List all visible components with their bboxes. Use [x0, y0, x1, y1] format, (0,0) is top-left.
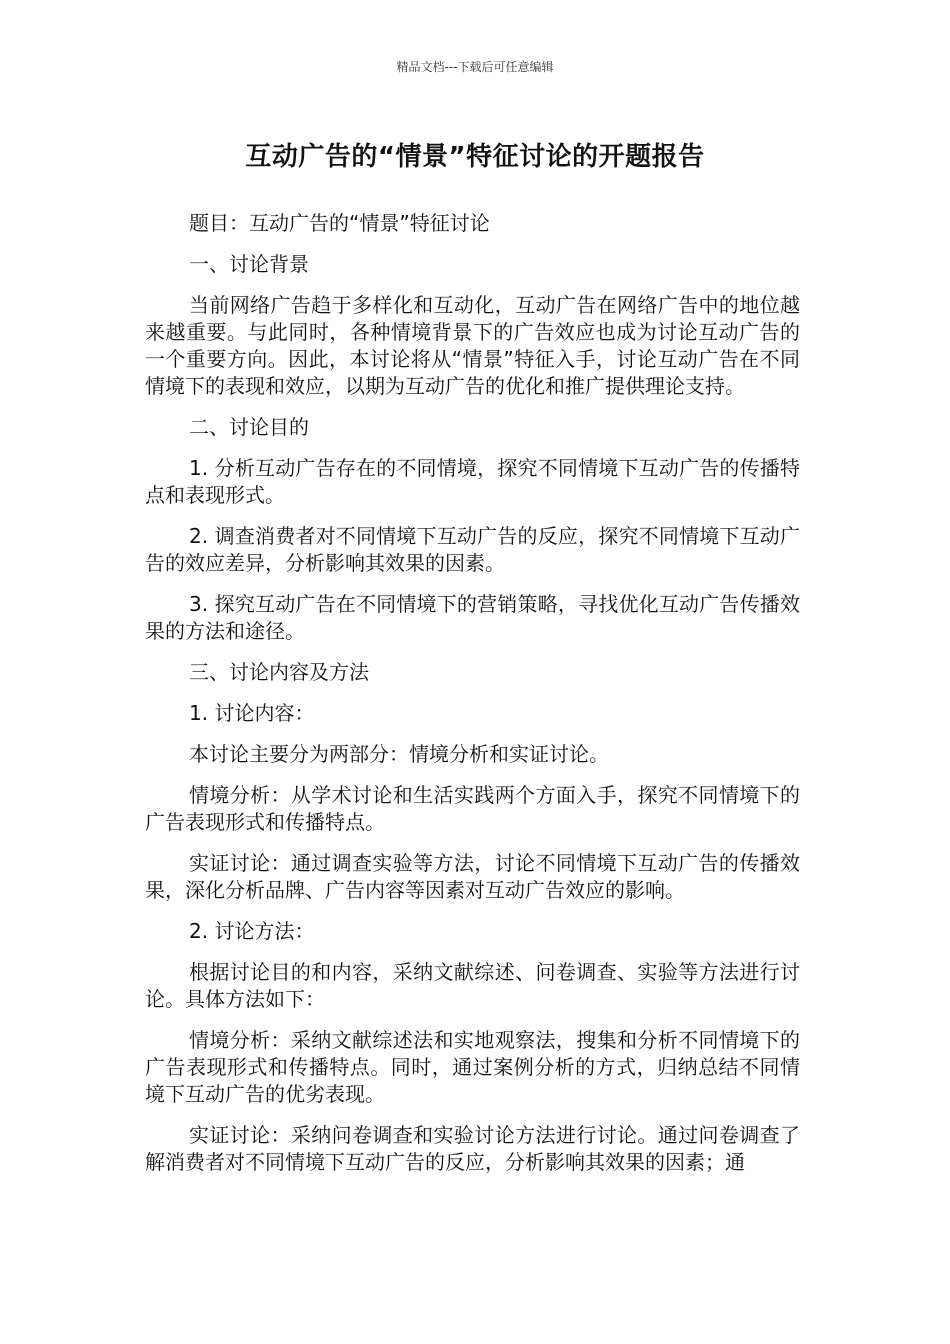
- section-heading-purpose: 二、讨论目的: [189, 415, 309, 439]
- paragraph-purpose-3: 3. 探究互动广告在不同情境下的营销策略，寻找优化互动广告传播效果的方法和途径。: [145, 592, 800, 643]
- paragraph-method-overview: 根据讨论目的和内容，采纳文献综述、问卷调查、实验等方法进行讨论。具体方法如下：: [145, 960, 800, 1011]
- paragraph-situation-analysis: 情境分析：从学术讨论和生活实践两个方面入手，探究不同情境下的广告表现形式和传播特点。: [145, 783, 800, 834]
- section-heading-content-method: 三、讨论内容及方法: [189, 660, 369, 684]
- document-body: [145, 210, 800, 1190]
- section-heading-background: 一、讨论背景: [189, 252, 309, 276]
- paragraph-empirical-study: 实证讨论：通过调查实验等方法，讨论不同情境下互动广告的传播效果，深化分析品牌、广告内容等因素对互动广告效应的影响。: [145, 851, 800, 902]
- paragraph-purpose-1: 1. 分析互动广告存在的不同情境，探究不同情境下互动广告的传播特点和表现形式。: [145, 456, 800, 507]
- subheading-content: 1. 讨论内容：: [189, 701, 315, 725]
- paragraph-purpose-2: 2. 调查消费者对不同情境下互动广告的反应，探究不同情境下互动广告的效应差异，分析影响其效果的因素。: [145, 524, 800, 575]
- paragraph-content-overview: 本讨论主要分为两部分：情境分析和实证讨论。: [189, 742, 609, 766]
- paragraph-background: 当前网络广告趋于多样化和互动化，互动广告在网络广告中的地位越来越重要。与此同时，各种情境背景下的广告效应也成为讨论互动广告的一个重要方向。因此，本讨论将从“情景”特征入手，讨论互动广告在不同情境下的表现和效应，以期为互动广告的优化和推广提供理论支持。: [145, 293, 800, 398]
- paragraph-method-situation: 情境分析：采纳文献综述法和实地观察法，搜集和分析不同情境下的广告表现形式和传播特点。同时，通过案例分析的方式，归纳总结不同情境下互动广告的优劣表现。: [145, 1028, 800, 1106]
- subheading-method: 2. 讨论方法：: [189, 919, 315, 943]
- paragraph-topic: 题目：互动广告的“情景”特征讨论: [189, 211, 490, 235]
- page-title: 互动广告的“情景”特征讨论的开题报告: [245, 142, 705, 172]
- paragraph-method-empirical: 实证讨论：采纳问卷调查和实验讨论方法进行讨论。通过问卷调查了解消费者对不同情境下互动广告的反应，分析影响其效果的因素；通: [145, 1123, 800, 1174]
- header-note: 精品文档---下载后可任意编辑: [396, 60, 554, 74]
